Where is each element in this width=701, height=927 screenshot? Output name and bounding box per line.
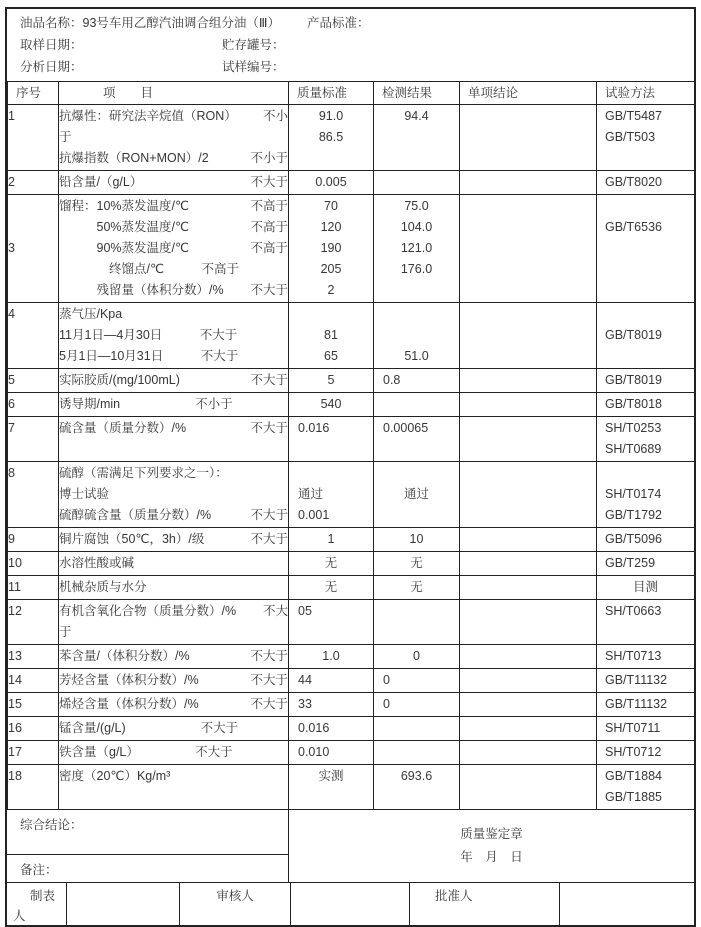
product-standard-label: 产品标准： [307, 16, 370, 30]
conclusion-cell [460, 552, 597, 576]
info-row-1 [7, 12, 694, 34]
cell-text: 硫含量（质量分数）/% [59, 421, 187, 435]
cell-text: 104.0 [400, 220, 433, 234]
result-cell [374, 369, 460, 393]
table-row [8, 600, 695, 645]
cell-text: 于 [59, 625, 72, 639]
result-cell [374, 552, 460, 576]
method-cell [597, 417, 695, 462]
cell-qualifier: 不大于 [250, 175, 288, 189]
row-number-cell [8, 669, 59, 693]
row-number: 5 [8, 373, 15, 387]
overall-conclusion-cell [7, 810, 288, 855]
conclusion-cell [460, 693, 597, 717]
item-cell [59, 576, 289, 600]
cell-qualifier: 不大于 [250, 283, 288, 297]
standard-cell [289, 303, 374, 369]
conclusion-cell [460, 393, 597, 417]
inspection-report-document [5, 7, 696, 927]
standard-cell [289, 171, 374, 195]
standard-cell [289, 195, 374, 303]
standard-cell [289, 393, 374, 417]
method-cell [597, 171, 695, 195]
cell-text: 铜片腐蚀（50℃，3h）/级 [59, 532, 205, 546]
cell-text: 70 [324, 199, 338, 213]
conclusion-cell [460, 417, 597, 462]
cell-text: 0 [413, 649, 420, 663]
cell-text: 0.8 [383, 373, 401, 387]
method-cell [597, 741, 695, 765]
cell-text: 抗爆指数（RON+MON）/2 [59, 151, 209, 165]
standard-cell [289, 717, 374, 741]
item-cell [59, 369, 289, 393]
standard-cell [289, 417, 374, 462]
conclusion-cell [460, 645, 597, 669]
cell-text: 44 [298, 673, 312, 687]
cell-text: GB/T8018 [605, 397, 662, 411]
conclusion-cell [460, 528, 597, 552]
row-number: 18 [8, 769, 22, 783]
cell-text: GB/T11132 [605, 697, 668, 711]
row-number: 8 [8, 466, 15, 480]
result-cell [374, 417, 460, 462]
cell-text: 91.0 [318, 109, 344, 123]
report-info-header [7, 9, 694, 81]
table-row [8, 417, 695, 462]
cell-text: GB/T1792 [605, 508, 662, 522]
info-row-2 [7, 34, 694, 56]
item-cell [59, 600, 289, 645]
cell-qualifier: 不小于 [250, 151, 288, 165]
cell-text: 机械杂质与水分 [59, 580, 147, 594]
header-conclusion: 单项结论 [460, 82, 597, 105]
cell-text: 通过 [403, 487, 429, 501]
reviewer-field [291, 883, 410, 925]
cell-text: 实测 [318, 769, 344, 783]
cell-qualifier: 不大 [262, 604, 288, 618]
cell-text: GB/T8019 [605, 373, 662, 387]
cell-text: 120 [320, 220, 342, 234]
method-cell [597, 645, 695, 669]
item-cell [59, 462, 289, 528]
cell-text: 目测 [632, 580, 658, 594]
cell-text: GB/T503 [605, 130, 656, 144]
item-cell [59, 393, 289, 417]
result-cell [374, 717, 460, 741]
result-cell [374, 195, 460, 303]
conclusion-cell [460, 462, 597, 528]
method-cell [597, 303, 695, 369]
cell-text: 残留量（体积分数）/% [59, 283, 224, 297]
cell-text: SH/T0712 [605, 745, 662, 759]
standard-cell [289, 528, 374, 552]
summary-left [7, 810, 289, 882]
cell-text: 无 [324, 580, 338, 594]
method-cell [597, 765, 695, 810]
row-number: 13 [8, 649, 22, 663]
standard-cell [289, 600, 374, 645]
cell-text: SH/T0663 [605, 604, 662, 618]
cell-text: GB/T1885 [605, 790, 662, 804]
standard-cell [289, 552, 374, 576]
conclusion-cell [460, 669, 597, 693]
cell-text: 0 [383, 673, 390, 687]
method-cell [597, 195, 695, 303]
table-row [8, 693, 695, 717]
cell-text: GB/T1884 [605, 769, 662, 783]
row-number-cell [8, 528, 59, 552]
standard-cell [289, 669, 374, 693]
cell-text: 81 [324, 328, 338, 342]
method-cell [597, 669, 695, 693]
result-cell [374, 462, 460, 528]
cell-text: 11月1日—4月30日 不大于 [59, 328, 238, 342]
standard-cell [289, 576, 374, 600]
standard-cell [289, 645, 374, 669]
item-cell [59, 195, 289, 303]
cell-text: 86.5 [318, 130, 344, 144]
cell-text: GB/T259 [605, 556, 656, 570]
cell-text: 0.001 [298, 508, 330, 522]
table-row [8, 765, 695, 810]
row-number-cell [8, 369, 59, 393]
cell-qualifier: 不大于 [250, 649, 288, 663]
item-cell [59, 105, 289, 171]
cell-text: 0.00065 [383, 421, 429, 435]
header-method: 试验方法 [597, 82, 695, 105]
conclusion-cell [460, 171, 597, 195]
conclusion-cell [460, 105, 597, 171]
result-cell [374, 171, 460, 195]
conclusion-cell [460, 741, 597, 765]
row-number: 6 [8, 397, 15, 411]
cell-text: 水溶性酸或碱 [59, 556, 135, 570]
cell-text: 密度（20℃）Kg/m³ [59, 769, 171, 783]
row-number: 10 [8, 556, 22, 570]
method-cell [597, 393, 695, 417]
overall-conclusion-label: 综合结论： [20, 818, 83, 832]
standard-cell [289, 765, 374, 810]
cell-qualifier: 不大于 [250, 508, 288, 522]
cell-text: 5 [327, 373, 335, 387]
cell-qualifier: 不小 [262, 109, 288, 123]
row-number: 3 [8, 241, 15, 255]
cell-text: 有机含氧化合物（质量分数）/% [59, 604, 237, 618]
row-number: 9 [8, 532, 15, 546]
item-cell [59, 741, 289, 765]
cell-text: 馏程：10%蒸发温度/℃ [59, 199, 190, 213]
cell-text: 无 [410, 580, 423, 594]
result-cell [374, 765, 460, 810]
cell-text: 于 [59, 130, 72, 144]
table-row [8, 717, 695, 741]
cell-text: GB/T5487 [605, 109, 662, 123]
cell-text: 博士试验 [59, 487, 110, 501]
remark-cell [7, 855, 288, 882]
result-cell [374, 600, 460, 645]
cell-text: GB/T8020 [605, 175, 662, 189]
cell-text: GB/T5096 [605, 532, 662, 546]
cell-text: 5月1日—10月31日 不大于 [59, 349, 239, 363]
approver-label: 批准人 [410, 883, 560, 925]
standard-cell [289, 462, 374, 528]
method-cell [597, 462, 695, 528]
cell-qualifier: 不大于 [250, 532, 288, 546]
cell-qualifier: 不高于 [250, 220, 288, 234]
row-number-cell [8, 765, 59, 810]
cell-text: 铅含量/（g/L） [59, 175, 143, 189]
cell-text: 05 [298, 604, 312, 618]
stamp-title: 质量鉴定章 [460, 827, 523, 841]
cell-text: 1 [327, 532, 335, 546]
cell-text: 硫醇（需满足下列要求之一）： [59, 466, 228, 480]
reviewer-label: 审核人 [180, 883, 291, 925]
result-cell [374, 576, 460, 600]
row-number-cell [8, 303, 59, 369]
product-name-label: 油品名称：93号车用乙醇汽油调合组分油（Ⅲ） [20, 16, 281, 30]
table-row [8, 741, 695, 765]
table-row [8, 528, 695, 552]
cell-text: 50%蒸发温度/℃ [59, 220, 190, 234]
cell-text: 0.016 [298, 721, 330, 735]
cell-text: 苯含量/（体积分数）/% [59, 649, 190, 663]
table-row [8, 393, 695, 417]
stamp-date: 年 月 日 [460, 850, 523, 864]
item-cell [59, 765, 289, 810]
method-cell [597, 105, 695, 171]
cell-text: SH/T0711 [605, 721, 661, 735]
cell-text: 通过 [298, 487, 324, 501]
row-number-cell [8, 462, 59, 528]
cell-text: 0 [383, 697, 390, 711]
cell-qualifier: 不高于 [250, 241, 288, 255]
table-row [8, 576, 695, 600]
cell-text: 1.0 [322, 649, 340, 663]
row-number: 12 [8, 604, 22, 618]
result-cell [374, 303, 460, 369]
header-seq: 序号 [8, 82, 59, 105]
item-cell [59, 717, 289, 741]
table-row [8, 105, 695, 171]
row-number-cell [8, 171, 59, 195]
cell-text: 0.016 [298, 421, 330, 435]
cell-text: 75.0 [404, 199, 429, 213]
cell-text: 蒸气压/Kpa [59, 307, 123, 321]
preparer-label: 制表人 [7, 883, 67, 925]
cell-text: 锰含量/(g/L) 不大于 [59, 721, 239, 735]
row-number: 7 [8, 421, 15, 435]
cell-text: SH/T0253 [605, 421, 662, 435]
cell-text: 芳烃含量（体积分数）/% [59, 673, 199, 687]
cell-text: SH/T0713 [605, 649, 662, 663]
cell-text: 终馏点/℃ 不高于 [59, 262, 240, 276]
table-header-row [8, 82, 695, 105]
result-cell [374, 741, 460, 765]
quality-stamp-cell [289, 810, 694, 882]
cell-qualifier: 不高于 [250, 199, 288, 213]
cell-text: 诱导期/min 不小于 [59, 397, 233, 411]
cell-text: 实际胶质/(mg/100mL) [59, 373, 180, 387]
cell-text: SH/T0174 [605, 487, 662, 501]
row-number: 11 [8, 580, 21, 594]
cell-qualifier: 不大于 [250, 673, 288, 687]
row-number-cell [8, 600, 59, 645]
table-row [8, 303, 695, 369]
cell-qualifier: 不大于 [250, 421, 288, 435]
item-cell [59, 645, 289, 669]
cell-text: 无 [410, 556, 423, 570]
standard-cell [289, 105, 374, 171]
row-number-cell [8, 693, 59, 717]
cell-qualifier: 不大于 [250, 373, 288, 387]
table-row [8, 645, 695, 669]
method-cell [597, 600, 695, 645]
item-cell [59, 171, 289, 195]
method-cell [597, 528, 695, 552]
result-cell [374, 693, 460, 717]
header-result: 检测结果 [374, 82, 460, 105]
inspection-table [7, 81, 695, 810]
conclusion-cell [460, 765, 597, 810]
row-number: 1 [8, 109, 15, 123]
cell-text: 94.4 [404, 109, 429, 123]
cell-text: GB/T6536 [605, 220, 662, 234]
standard-cell [289, 369, 374, 393]
standard-cell [289, 741, 374, 765]
cell-text: SH/T0689 [605, 442, 662, 456]
item-cell [59, 528, 289, 552]
row-number-cell [8, 105, 59, 171]
cell-text: GB/T8019 [605, 328, 662, 342]
conclusion-cell [460, 600, 597, 645]
header-standard: 质量标准 [289, 82, 374, 105]
row-number-cell [8, 645, 59, 669]
result-cell [374, 105, 460, 171]
standard-cell [289, 693, 374, 717]
header-item: 项 目 [59, 82, 289, 105]
cell-text: 65 [324, 349, 338, 363]
info-row-3 [7, 56, 694, 78]
conclusion-cell [460, 369, 597, 393]
cell-text: 抗爆性：研究法辛烷值（RON） [59, 109, 237, 123]
row-number-cell [8, 741, 59, 765]
item-cell [59, 669, 289, 693]
cell-text: 0.010 [298, 745, 330, 759]
row-number-cell [8, 393, 59, 417]
cell-text: 121.0 [400, 241, 433, 255]
table-row [8, 669, 695, 693]
conclusion-cell [460, 576, 597, 600]
preparer-field [67, 883, 180, 925]
row-number-cell [8, 417, 59, 462]
cell-text: 无 [324, 556, 338, 570]
cell-text: 铁含量（g/L） 不大于 [59, 745, 233, 759]
row-number: 14 [8, 673, 22, 687]
conclusion-cell [460, 717, 597, 741]
cell-text: 0.005 [315, 175, 347, 189]
row-number-cell [8, 195, 59, 303]
row-number-cell [8, 552, 59, 576]
method-cell [597, 693, 695, 717]
sample-number-label: 试样编号： [222, 60, 285, 74]
cell-text: 硫醇硫含量（质量分数）/% [59, 508, 212, 522]
signature-row [7, 882, 694, 925]
method-cell [597, 552, 695, 576]
table-row [8, 552, 695, 576]
result-cell [374, 393, 460, 417]
row-number: 15 [8, 697, 22, 711]
result-cell [374, 669, 460, 693]
item-cell [59, 303, 289, 369]
cell-text: 540 [320, 397, 342, 411]
cell-text: 176.0 [400, 262, 433, 276]
conclusion-cell [460, 195, 597, 303]
row-number-cell [8, 576, 59, 600]
cell-text: 烯烃含量（体积分数）/% [59, 697, 199, 711]
row-number: 4 [8, 307, 15, 321]
cell-qualifier: 不大于 [250, 697, 288, 711]
result-cell [374, 528, 460, 552]
cell-text: 205 [320, 262, 342, 276]
cell-text: 2 [327, 283, 335, 297]
table-row [8, 171, 695, 195]
item-cell [59, 552, 289, 576]
analysis-date-label: 分析日期： [20, 60, 83, 74]
table-row [8, 462, 695, 528]
row-number-cell [8, 717, 59, 741]
row-number: 16 [8, 721, 22, 735]
table-row [8, 195, 695, 303]
cell-text: 33 [298, 697, 312, 711]
summary-section [7, 810, 694, 882]
result-cell [374, 645, 460, 669]
cell-text: 90%蒸发温度/℃ [59, 241, 190, 255]
row-number: 2 [8, 175, 15, 189]
cell-text: 51.0 [404, 349, 429, 363]
item-cell [59, 693, 289, 717]
cell-text: GB/T11132 [605, 673, 668, 687]
item-cell [59, 417, 289, 462]
table-row [8, 369, 695, 393]
row-number: 17 [8, 745, 22, 759]
cell-text: 10 [409, 532, 424, 546]
conclusion-cell [460, 303, 597, 369]
storage-tank-label: 贮存罐号： [222, 38, 285, 52]
sampling-date-label: 取样日期： [20, 38, 83, 52]
method-cell [597, 369, 695, 393]
method-cell [597, 576, 695, 600]
cell-text: 693.6 [400, 769, 433, 783]
method-cell [597, 717, 695, 741]
remark-label: 备注： [20, 863, 58, 877]
approver-field [560, 883, 694, 925]
cell-text: 190 [320, 241, 342, 255]
